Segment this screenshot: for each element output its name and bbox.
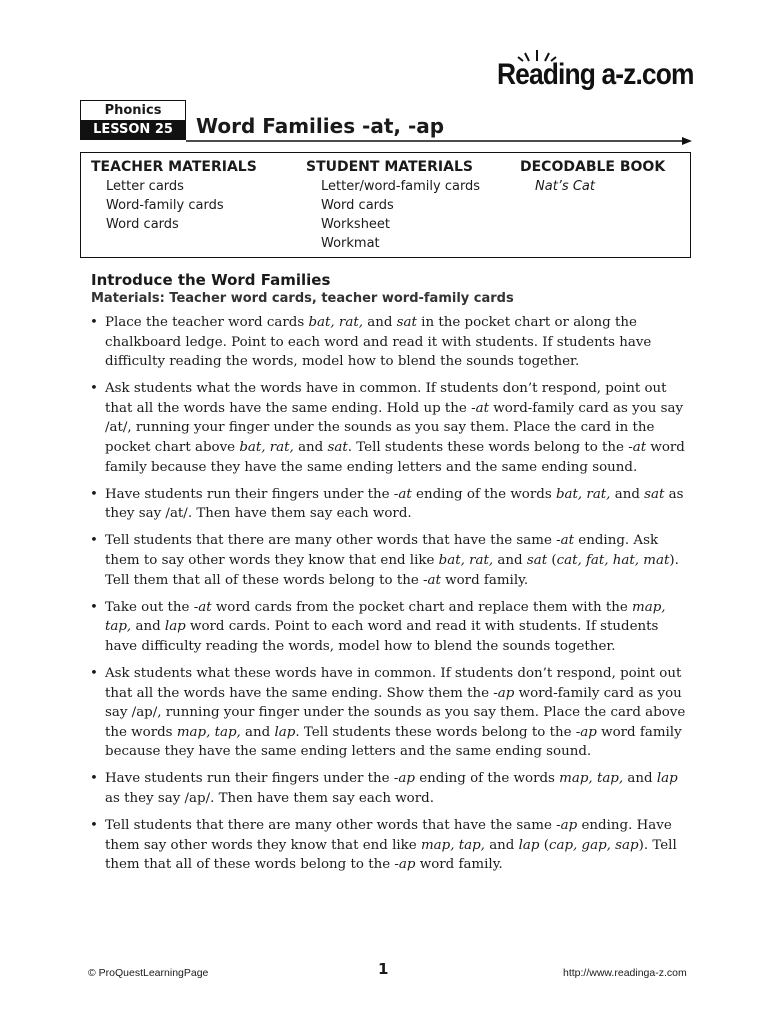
title-arrow-rule	[186, 137, 696, 147]
section-title: Introduce the Word Families	[91, 271, 331, 289]
instruction-item: • Take out the -at word cards from the pocket chart and replace them with the map, tap, and lap word cards. Point to each word and read it with students. If students have difficulty reading the words, model how to blend the sounds together.	[88, 598, 694, 657]
logo-text: Reading a-z.com	[497, 58, 694, 91]
lesson-title: Word Families -at, -ap	[196, 114, 445, 138]
readinga-z-logo	[497, 48, 697, 98]
instruction-item: • Have students run their fingers under the -ap ending of the words map, tap, and lap as they say /ap/. Then have them say each word.	[88, 769, 694, 808]
materials-item: Letter cards	[106, 179, 184, 194]
student-materials-heading: STUDENT MATERIALS	[306, 159, 473, 175]
materials-item: Worksheet	[321, 217, 391, 232]
instruction-item: • Tell students that there are many other words that have the same -ap ending. Have them say other words they know that end like map, tap, and lap (cap, gap, sap). Tell them that all of these words belong to the -ap word family.	[88, 816, 694, 875]
category-label: Phonics	[80, 100, 186, 121]
student-materials	[306, 158, 480, 253]
materials-item: Letter/word-family cards	[321, 179, 481, 194]
instruction-list	[88, 313, 694, 882]
materials-item: Word-family cards	[106, 198, 224, 213]
materials-item: Workmat	[321, 236, 380, 251]
instruction-item: • Have students run their fingers under the -at ending of the words bat, rat, and sat as they say /at/. Then have them say each word.	[88, 485, 694, 524]
decodable-book-heading: DECODABLE BOOK	[520, 159, 666, 175]
materials-item: Word cards	[321, 198, 394, 213]
teacher-materials-heading: TEACHER MATERIALS	[91, 159, 257, 175]
instruction-item: • Place the teacher word cards bat, rat, and sat in the pocket chart or along the chalkboard ledge. Point to each word and read it with students. If students have difficulty reading the words, model how to blend the sounds together.	[88, 313, 694, 372]
materials-item: Word cards	[106, 217, 179, 232]
footer-copyright: © ProQuestLearningPage	[88, 967, 209, 979]
footer-url: http://www.readinga-z.com	[563, 967, 687, 979]
section-materials: Materials: Teacher word cards, teacher word-family cards	[91, 291, 514, 306]
page-number: 1	[378, 960, 389, 978]
teacher-materials	[91, 158, 257, 234]
instruction-item: • Ask students what these words have in common. If students don’t respond, point out that all the words have the same ending. Show them the -ap word-family card as you say /ap/, running your finger under the sounds as you say them. Place the card above the words map, tap, and lap. Tell students these words belong to the -ap word family because they have the same ending letters and the same ending sound.	[88, 664, 694, 762]
decodable-book-title: Nat’s Cat	[535, 179, 595, 194]
materials-box	[80, 152, 691, 258]
lesson-badge: LESSON 25	[80, 120, 186, 140]
decodable-book	[520, 158, 665, 196]
instruction-item: • Tell students that there are many other words that have the same -at ending. Ask them to say other words they know that end like bat, rat, and sat (cat, fat, hat, mat). Tell them that all of these words belong to the -at word family.	[88, 531, 694, 590]
instruction-item: • Ask students what the words have in common. If students don’t respond, point out that all the words have the same ending. Hold up the -at word-family card as you say /at/, running your finger under the sounds as you say them. Place the card in the pocket chart above bat, rat, and sat. Tell students these words belong to the -at word family because they have the same ending letters and the same ending sound.	[88, 379, 694, 477]
